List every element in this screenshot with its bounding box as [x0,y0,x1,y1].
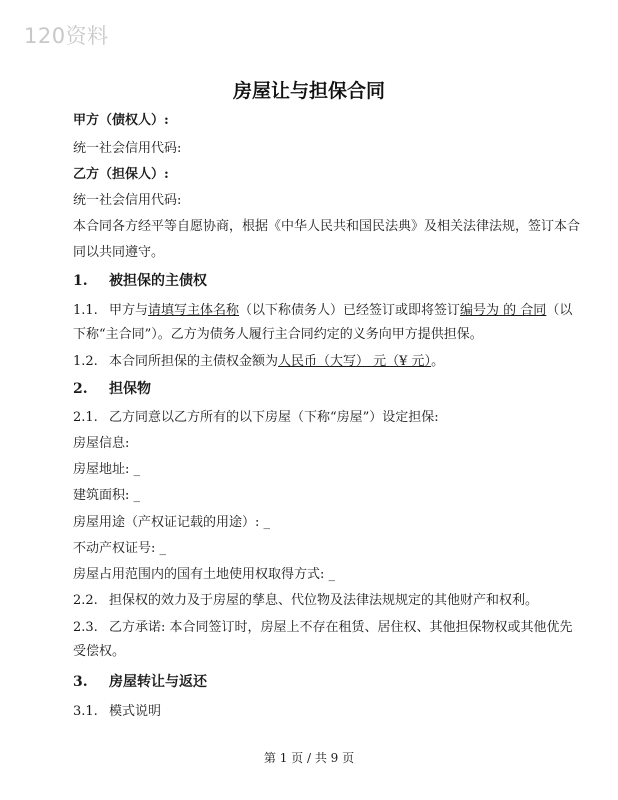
section-number: 1. [73,273,88,289]
clause-number: 1.2. [73,354,98,369]
party-a-label: 甲方（债权人）: [73,113,169,128]
clause-text: 模式说明 [109,704,162,719]
subject-name-field: 请填写主体名称 [148,303,240,318]
party-b-label: 乙方（担保人）: [73,167,169,182]
clause-2-3 [73,619,573,637]
section-2-heading [73,380,151,399]
clause-text: 乙方同意以乙方所有的以下房屋（下称“房屋”）设定担保: [109,410,439,425]
property-cert-field: 不动产权证号: _ [73,541,167,556]
page-number: 第 1 页 / 共 9 页 [263,751,355,765]
amount-field: 人民币（大写） 元（¥ 元） [278,354,432,369]
house-address-field: 房屋地址: _ [73,462,141,477]
watermark-logo: 120资料 [24,24,109,48]
section-number: 2. [73,381,88,397]
land-use-field: 房屋占用范围内的国有土地使用权取得方式: _ [73,567,336,582]
clause-text: 担保权的效力及于房屋的孳息、代位物及法律法规规定的其他财产和权利。 [109,593,539,608]
intro-line-1: 本合同各方经平等自愿协商，根据《中华人民共和国民法典》及相关法律法规，签订本合 [73,219,581,234]
clause-number: 1.1. [73,303,98,318]
clause-2-2 [73,592,538,610]
clause-1-2 [73,353,444,371]
clause-text: 甲方与 [109,303,149,318]
clause-1-1-line-2: 下称“主合同”）。乙方为债务人履行主合同约定的义务向甲方提供担保。 [73,327,483,342]
clause-text: 本合同所担保的主债权金额为 [109,354,279,369]
section-title: 房屋转让与返还 [109,674,207,690]
clause-number: 2.1. [73,410,98,425]
intro-line-2: 同以共同遵守。 [73,245,165,260]
clause-1-1 [73,302,572,320]
clause-text: 。 [431,354,445,369]
clause-number: 3.1. [73,704,98,719]
clause-text: （以 [546,303,573,318]
section-number: 3. [73,674,88,690]
section-1-heading [73,272,207,291]
section-title: 担保物 [109,381,151,397]
building-area-field: 建筑面积: _ [73,488,141,503]
party-b-credit-code: 统一社会信用代码: [73,193,182,208]
clause-number: 2.2. [73,593,98,608]
house-usage-field: 房屋用途（产权证记载的用途）: _ [73,515,271,530]
clause-2-3-line-2: 受偿权。 [73,644,126,659]
clause-2-1 [73,409,439,427]
contract-number-field: 编号为 的 合同 [460,303,547,318]
party-a-credit-code: 统一社会信用代码: [73,141,182,156]
section-title: 被担保的主债权 [109,273,207,289]
clause-number: 2.3. [73,620,98,635]
section-3-heading [73,673,207,692]
clause-text: 乙方承诺: 本合同签订时，房屋上不存在租赁、居住权、其他担保物权或其他优先 [109,620,573,635]
clause-text: （以下称债务人）已经签订或即将签订 [239,303,461,318]
clause-3-1 [73,703,161,721]
house-info-label: 房屋信息: [73,436,130,451]
document-title: 房屋让与担保合同 [232,80,385,102]
